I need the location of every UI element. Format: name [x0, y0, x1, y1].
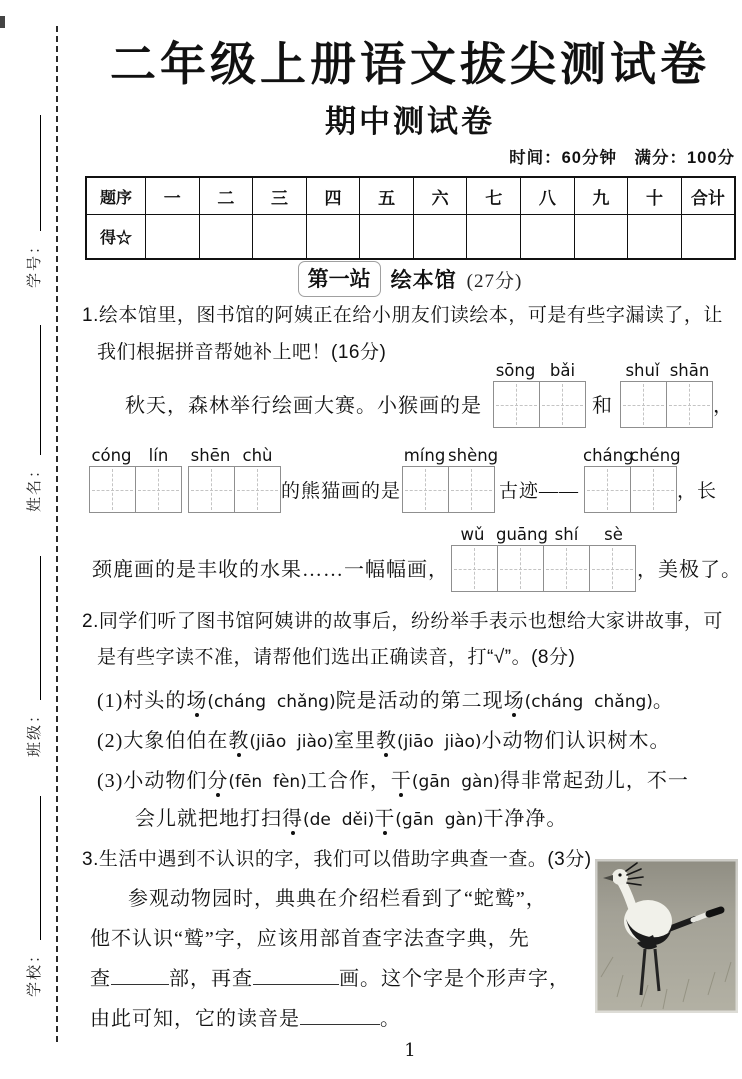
- name-field: [16, 310, 50, 512]
- q1-passage-row3: [92, 525, 742, 592]
- pinyin-conglin: [88, 446, 182, 466]
- answer-cell[interactable]: [135, 467, 181, 512]
- pinyin-syllable: shān: [669, 361, 710, 380]
- pinyin-syllable: shēn: [190, 446, 231, 465]
- class-field: [16, 541, 50, 757]
- q1-r3-text2: ，美极了。: [637, 559, 742, 581]
- answer-cell[interactable]: [494, 382, 539, 427]
- pinyin-songbai: [492, 361, 586, 381]
- pinyin-shuishan: [619, 361, 713, 381]
- radical-blank[interactable]: [111, 968, 169, 985]
- score-cell[interactable]: [467, 215, 521, 260]
- paper-subtitle: 期中测试卷: [325, 104, 495, 139]
- answer-box-mingsheng: [401, 446, 499, 513]
- q1-r1-text3: ，: [713, 395, 734, 417]
- answer-cell[interactable]: [539, 382, 585, 427]
- pinyin-syllable: shuǐ: [625, 361, 660, 380]
- school-field: [16, 781, 50, 997]
- score-row-label: 得☆: [86, 215, 146, 260]
- q1-intro-line1: 1.绘本馆里，图书馆的阿姨正在给小朋友们读绘本，可是有些字漏读了，让: [82, 305, 723, 326]
- answer-cell[interactable]: [403, 467, 448, 512]
- pinyin-syllable: chéng: [630, 446, 681, 465]
- pinyin-syllable: lín: [148, 446, 169, 465]
- answer-cell[interactable]: [585, 467, 630, 512]
- q1-r2-text3: ，长: [677, 481, 718, 502]
- pinyin-syllable: míng: [403, 446, 446, 465]
- emphasis-char: 得: [282, 808, 303, 830]
- q1-r2-text1: 的熊猫画的是: [281, 481, 402, 502]
- emphasis-char: 干: [374, 808, 396, 830]
- q1-r3-text1: 颈鹿画的是丰收的水果……一幅幅画，: [92, 559, 449, 581]
- score-cell[interactable]: [199, 215, 253, 260]
- answer-box-conglin: [88, 446, 182, 513]
- q1-r1-text2: 和: [592, 395, 613, 417]
- score-col-total: 合计: [681, 177, 735, 215]
- student-id-field: [16, 100, 50, 288]
- pinyin-syllable: sōng: [495, 361, 536, 380]
- emphasis-char: 教: [375, 730, 397, 752]
- class-label: 班级：: [25, 705, 43, 757]
- answer-cell[interactable]: [90, 467, 135, 512]
- score-table-corner: 题序: [86, 177, 146, 215]
- section-1-points: (27分): [466, 270, 523, 292]
- section-1-heading: [85, 261, 735, 297]
- q2-item-3-line2: 会儿就把地打扫得(de děi)干(gān gàn)干净净。: [135, 808, 568, 830]
- section-1-badge: 第一站: [298, 261, 381, 297]
- answer-box-shuishan: [619, 361, 713, 428]
- paper-title: 二年级上册语文拔尖测试卷: [110, 38, 710, 90]
- score-col-5: 五: [360, 177, 414, 215]
- q2-item-2: (2)大象伯伯在教(jiāo jiào)室里教(jiāo jiào)小动物们认识树木。: [97, 730, 671, 752]
- answer-box-changcheng: [583, 446, 681, 513]
- score-cell[interactable]: [628, 215, 682, 260]
- score-col-4: 四: [306, 177, 360, 215]
- school-label: 学校：: [25, 945, 43, 997]
- q3-intro: 3.生活中遇到不认识的字，我们可以借助字典查一查。(3分): [82, 849, 592, 870]
- score-col-10: 十: [628, 177, 682, 215]
- pinyin-wuguangshise: [449, 525, 637, 545]
- pronunciation-blank[interactable]: [300, 1008, 380, 1025]
- q3-passage-line2: 他不认识“鹫”字，应该用部首查字法查字典，先: [90, 928, 530, 950]
- q2-item-3-line1: (3)小动物们分(fēn fèn)工合作，干(gān gàn)得非常起劲儿，不一: [97, 770, 689, 792]
- school-blank[interactable]: [26, 796, 41, 940]
- student-id-blank[interactable]: [26, 115, 41, 231]
- q2-intro-line2: 是有些字读不准，请帮他们选出正确读音，打“√”。(8分): [97, 647, 576, 668]
- secretary-bird-photo: [593, 857, 740, 1015]
- name-label: 姓名：: [25, 460, 43, 512]
- scan-corner-mark: [0, 16, 5, 28]
- score-table: [85, 176, 736, 260]
- emphasis-char: 分: [207, 770, 229, 792]
- answer-box-wuguangshise: [449, 525, 637, 592]
- answer-cell[interactable]: [630, 467, 676, 512]
- class-blank[interactable]: [26, 556, 41, 700]
- emphasis-char: 教: [228, 730, 250, 752]
- q2-item-1: (1)村头的场(cháng chǎng)院是活动的第二现场(cháng chǎng)。: [97, 690, 674, 712]
- score-cell[interactable]: [574, 215, 628, 260]
- q1-intro-line2: 我们根据拼音帮她补上吧！(16分): [97, 342, 387, 363]
- time-score-info: 时间：60分钟 满分：100分: [509, 149, 735, 167]
- score-cell[interactable]: [253, 215, 307, 260]
- pinyin-syllable: shí: [554, 525, 579, 544]
- student-id-label: 学号：: [25, 236, 43, 288]
- answer-cell[interactable]: [234, 467, 280, 512]
- q1-passage-row1: [125, 361, 734, 428]
- answer-box-songbai: [492, 361, 586, 428]
- score-col-8: 八: [521, 177, 575, 215]
- answer-cell[interactable]: [589, 546, 635, 591]
- score-cell[interactable]: [521, 215, 575, 260]
- score-col-1: 一: [146, 177, 200, 215]
- pinyin-syllable: bǎi: [549, 361, 576, 380]
- q3-passage-line3: 查 部，再查 画。这个字是个形声字，: [90, 968, 570, 990]
- pinyin-syllable: wǔ: [460, 525, 485, 544]
- score-cell[interactable]: [146, 215, 200, 260]
- section-1-name: 绘本馆: [390, 269, 457, 292]
- pinyin-syllable: cháng: [583, 446, 634, 465]
- pinyin-mingsheng: [401, 446, 499, 466]
- q3-passage-line4: 由此可知，它的读音是 。: [90, 1008, 401, 1030]
- pinyin-shenchu: [187, 446, 281, 466]
- pinyin-syllable: guāng: [496, 525, 548, 544]
- stroke-count-blank[interactable]: [253, 968, 339, 985]
- binding-dashed-line: [56, 26, 58, 1042]
- pinyin-syllable: cóng: [91, 446, 132, 465]
- page-number: 1: [404, 1040, 416, 1061]
- score-cell[interactable]: [306, 215, 360, 260]
- pinyin-changcheng: [583, 446, 681, 466]
- answer-cell[interactable]: [448, 467, 494, 512]
- name-blank[interactable]: [26, 325, 41, 455]
- pinyin-syllable: sè: [604, 525, 623, 544]
- score-cell[interactable]: [360, 215, 414, 260]
- answer-cell[interactable]: [543, 546, 589, 591]
- q1-r1-text1: 秋天，森林举行绘画大赛。小猴画的是: [125, 395, 482, 417]
- answer-box-shenchu: [187, 446, 281, 513]
- emphasis-char: 场: [186, 690, 208, 712]
- score-table-value-row: [86, 215, 735, 260]
- score-cell-total[interactable]: [681, 215, 735, 260]
- emphasis-char: 场: [503, 690, 525, 712]
- score-table-header-row: [86, 177, 735, 215]
- score-col-2: 二: [199, 177, 253, 215]
- score-col-9: 九: [574, 177, 628, 215]
- answer-cell[interactable]: [621, 382, 666, 427]
- score-col-7: 七: [467, 177, 521, 215]
- pinyin-syllable: chù: [242, 446, 273, 465]
- q3-passage-line1: 参观动物园时，典典在介绍栏看到了“蛇鹫”，: [128, 888, 547, 910]
- pinyin-syllable: shèng: [448, 446, 499, 465]
- q1-r2-text2: 古迹——: [499, 481, 580, 502]
- answer-cell[interactable]: [666, 382, 712, 427]
- q2-intro-line1: 2.同学们听了图书馆阿姨讲的故事后，纷纷举手表示也想给大家讲故事，可: [82, 611, 723, 632]
- score-col-3: 三: [253, 177, 307, 215]
- answer-cell[interactable]: [497, 546, 543, 591]
- answer-cell[interactable]: [189, 467, 234, 512]
- answer-cell[interactable]: [452, 546, 497, 591]
- score-cell[interactable]: [413, 215, 467, 260]
- score-col-6: 六: [413, 177, 467, 215]
- emphasis-char: 干: [390, 770, 412, 792]
- q1-passage-row2: [88, 446, 717, 513]
